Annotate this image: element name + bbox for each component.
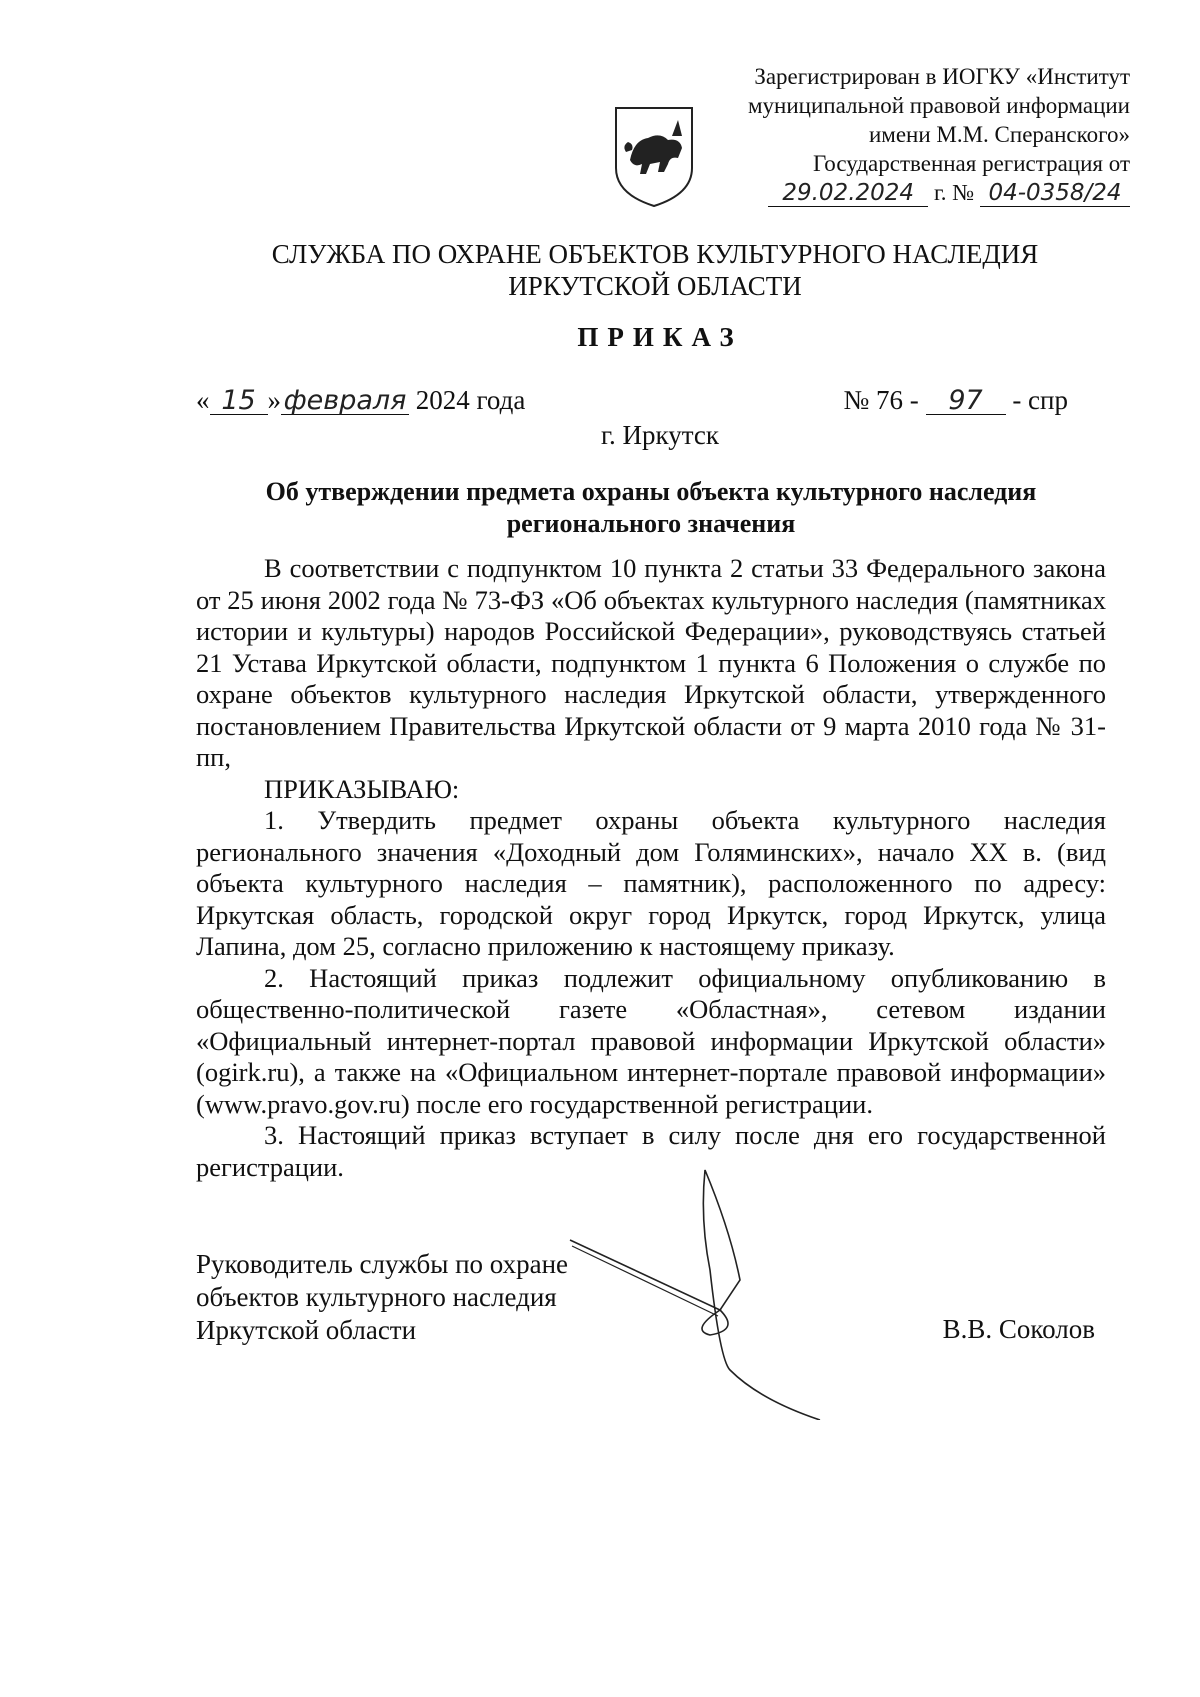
- order-word: ПРИКАЗЫВАЮ:: [264, 773, 460, 804]
- order-item-2: 2. Настоящий приказ подлежит официальному опубликованию в общественно-политической газете «Областная», сетевом издании «Официальный интернет-портал правовой информации Иркутской области» (ogirk.ru), а также на «Официальном интернет-портале правовой информации» (www.pravo.gov.ru) после его государственной регистрации.: [196, 962, 1106, 1119]
- position-line-1: Руководитель службы по охране: [196, 1249, 569, 1279]
- city: г. Иркутск: [601, 420, 719, 450]
- registration-line-1: Зарегистрирован в ИОГКУ «Институт: [754, 64, 1130, 89]
- title-line-2: регионального значения: [506, 509, 796, 538]
- date-open-quote: «: [196, 385, 210, 415]
- title-line-1: Об утверждении предмета охраны объекта культурного наследия: [265, 477, 1037, 506]
- registration-number-line: [670, 178, 1130, 207]
- date-month: февраля: [281, 388, 409, 415]
- signer-position: [196, 1248, 616, 1347]
- date-year: 2024 года: [415, 385, 526, 415]
- number-prefix: № 76 -: [843, 385, 919, 415]
- registration-date: 29.02.2024: [768, 180, 928, 207]
- number-suffix: - спр: [1012, 385, 1068, 415]
- registration-year-label: г. №: [933, 180, 975, 205]
- position-line-3: Иркутской области: [196, 1315, 417, 1345]
- signer-name: В.В. Соколов: [942, 1314, 1095, 1344]
- handwritten-signature: [560, 1160, 860, 1420]
- organization-name: [0, 238, 1200, 302]
- order-title: [196, 476, 1106, 540]
- order-item-1: 1. Утвердить предмет охраны объекта культурного наследия регионального значения «Доходный дом Голяминских», начало XX в. (вид объекта культурного наследия – памятник), расположенного по адресу: Иркутская область, городской округ город Иркутск, город Иркутск, улица Лапина, дом 25, согласно приложению к настоящему приказу.: [196, 805, 1106, 961]
- preamble-paragraph: В соответствии с подпунктом 10 пункта 2 статьи 33 Федерального закона от 25 июня 2002 года № 73-ФЗ «Об объектах культурного наследия (памятниках истории и культуры) народов Российской Федерации», руководствуясь статьей 21 Устава Иркутской области, подпунктом 1 пункта 6 Положения о службе по охране объектов культурного наследия Иркутской области, утвержденного постановлением Правительства Иркутской области от 9 марта 2010 года № 31-пп,: [196, 553, 1106, 772]
- date-day: 15: [210, 388, 268, 415]
- order-body: [196, 553, 1106, 1183]
- date-close-quote: »: [267, 385, 281, 415]
- order-number: [844, 385, 1068, 416]
- order-date: [196, 385, 525, 416]
- order-item-3: 3. Настоящий приказ вступает в силу после дня его государственной регистрации.: [196, 1120, 1106, 1182]
- organization-line-1: СЛУЖБА ПО ОХРАНЕ ОБЪЕКТОВ КУЛЬТУРНОГО НАСЛЕДИЯ: [271, 239, 1039, 269]
- registration-line-4: Государственная регистрация от: [813, 151, 1130, 176]
- registration-line-2: муниципальной правовой информации: [747, 93, 1130, 118]
- registration-line-3: имени М.М. Сперанского»: [868, 122, 1130, 147]
- number-value: 97: [926, 388, 1006, 415]
- position-line-2: объектов культурного наследия: [196, 1282, 557, 1312]
- registration-stamp: [670, 62, 1130, 207]
- organization-line-2: ИРКУТСКОЙ ОБЛАСТИ: [508, 271, 802, 301]
- document-type: ПРИКАЗ: [577, 322, 743, 352]
- irkutsk-coat-of-arms-icon: [608, 102, 700, 210]
- registration-number: 04-0358/24: [980, 180, 1130, 207]
